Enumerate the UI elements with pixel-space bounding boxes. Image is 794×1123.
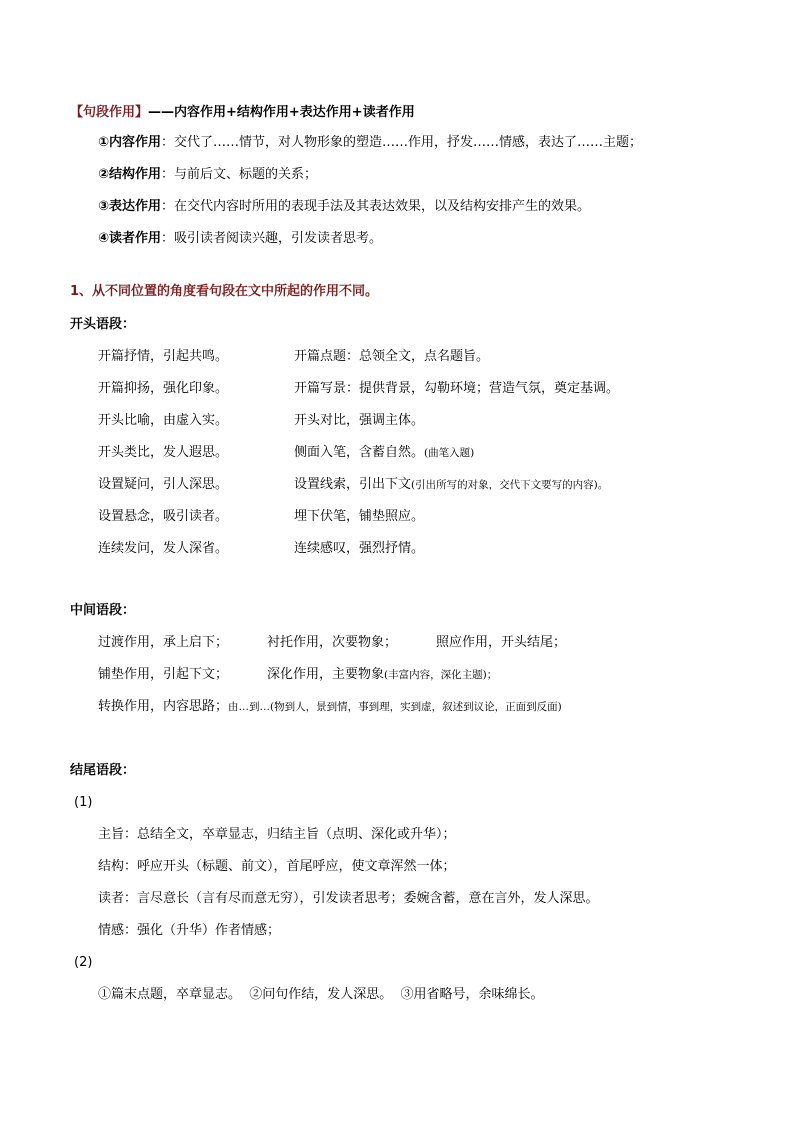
- opening-right-3: 侧面入笔，含蓄自然。(曲笔入题): [294, 445, 475, 460]
- ending-part2-label: (2): [74, 955, 93, 970]
- middle-r2-note: (丰富内容，深化主题)；: [384, 669, 498, 681]
- ending-title: 结尾语段：: [70, 763, 136, 778]
- opening-right-5: 埋下伏笔，铺垫照应。: [294, 509, 425, 524]
- ending-part2: ①篇末点题，卒章显志。 ②问句作结，发人深思。 ③用省略号，余味绵长。: [98, 987, 544, 1002]
- opening-right-6: 连续感叹，强烈抒情。: [294, 541, 425, 556]
- role-content: ①内容作用：交代了……情节，对人物形象的塑造……作用，抒发……情感，表达了……主题；: [98, 135, 643, 150]
- middle-r1-b: 衬托作用，次要物象；: [267, 635, 398, 650]
- middle-r3: 转换作用，内容思路；由…到…(物到人，景到情，事到理，实到虚，叙述到议论，正面到反面): [98, 699, 562, 714]
- opening-right-1: 开篇写景：提供背景，勾勒环境；营造气氛，奠定基调。: [294, 381, 620, 396]
- opening-right-4: 设置线索，引出下文(引出所写的对象，交代下文要写的内容)。: [294, 477, 609, 492]
- role-structure: ②结构作用：与前后文、标题的关系；: [98, 167, 318, 182]
- opening-title: 开头语段：: [70, 317, 136, 332]
- opening-left-2: 开头比喻，由虚入实。: [98, 413, 229, 428]
- middle-r1-a: 过渡作用，承上启下；: [98, 635, 229, 650]
- middle-title: 中间语段：: [70, 603, 136, 618]
- opening-right-0: 开篇点题：总领全文，点名题旨。: [294, 349, 490, 364]
- opening-note-4: (引出所写的对象，交代下文要写的内容)。: [411, 479, 609, 491]
- ending-theme: 主旨：总结全文，卒章显志，归结主旨（点明、深化或升华）；: [98, 827, 456, 842]
- heading-rest: ——内容作用+结构作用+表达作用+读者作用: [148, 105, 415, 120]
- section1-title: 1、从不同位置的角度看句段在文中所起的作用不同。: [70, 284, 379, 299]
- ending-structure: 结构：呼应开头（标题、前文），首尾呼应，使文章浑然一体；: [98, 859, 456, 874]
- opening-left-4: 设置疑问，引人深思。: [98, 477, 229, 492]
- opening-note-3: (曲笔入题): [424, 447, 475, 459]
- middle-r3-note: 由…到…(物到人，景到情，事到理，实到虚，叙述到议论，正面到反面): [228, 701, 562, 713]
- ending-emotion: 情感：强化（升华）作者情感；: [98, 923, 281, 938]
- ending-reader: 读者：言尽意长（言有尽而意无穷），引发读者思考；委婉含蓄，意在言外，发人深思。: [98, 891, 599, 906]
- heading: [70, 104, 415, 122]
- heading-bracket: 【句段作用】: [70, 105, 149, 120]
- opening-left-5: 设置悬念，吸引读者。: [98, 509, 229, 524]
- opening-left-0: 开篇抒情，引起共鸣。: [98, 349, 229, 364]
- middle-r1-c: 照应作用，开头结尾；: [436, 635, 567, 650]
- role-expression: ③表达作用：在交代内容时所用的表现手法及其表达效果，以及结构安排产生的效果。: [98, 199, 591, 214]
- opening-left-1: 开篇抑扬，强化印象。: [98, 381, 229, 396]
- opening-right-2: 开头对比，强调主体。: [294, 413, 425, 428]
- role-reader: ④读者作用：吸引读者阅读兴趣，引发读者思考。: [98, 231, 383, 246]
- opening-left-6: 连续发问，发人深省。: [98, 541, 229, 556]
- opening-left-3: 开头类比，发人遐思。: [98, 445, 229, 460]
- middle-r2-a: 铺垫作用，引起下文；: [98, 667, 229, 682]
- middle-r2-b: 深化作用，主要物象(丰富内容，深化主题)；: [267, 667, 498, 682]
- ending-part1-label: (1): [74, 795, 93, 810]
